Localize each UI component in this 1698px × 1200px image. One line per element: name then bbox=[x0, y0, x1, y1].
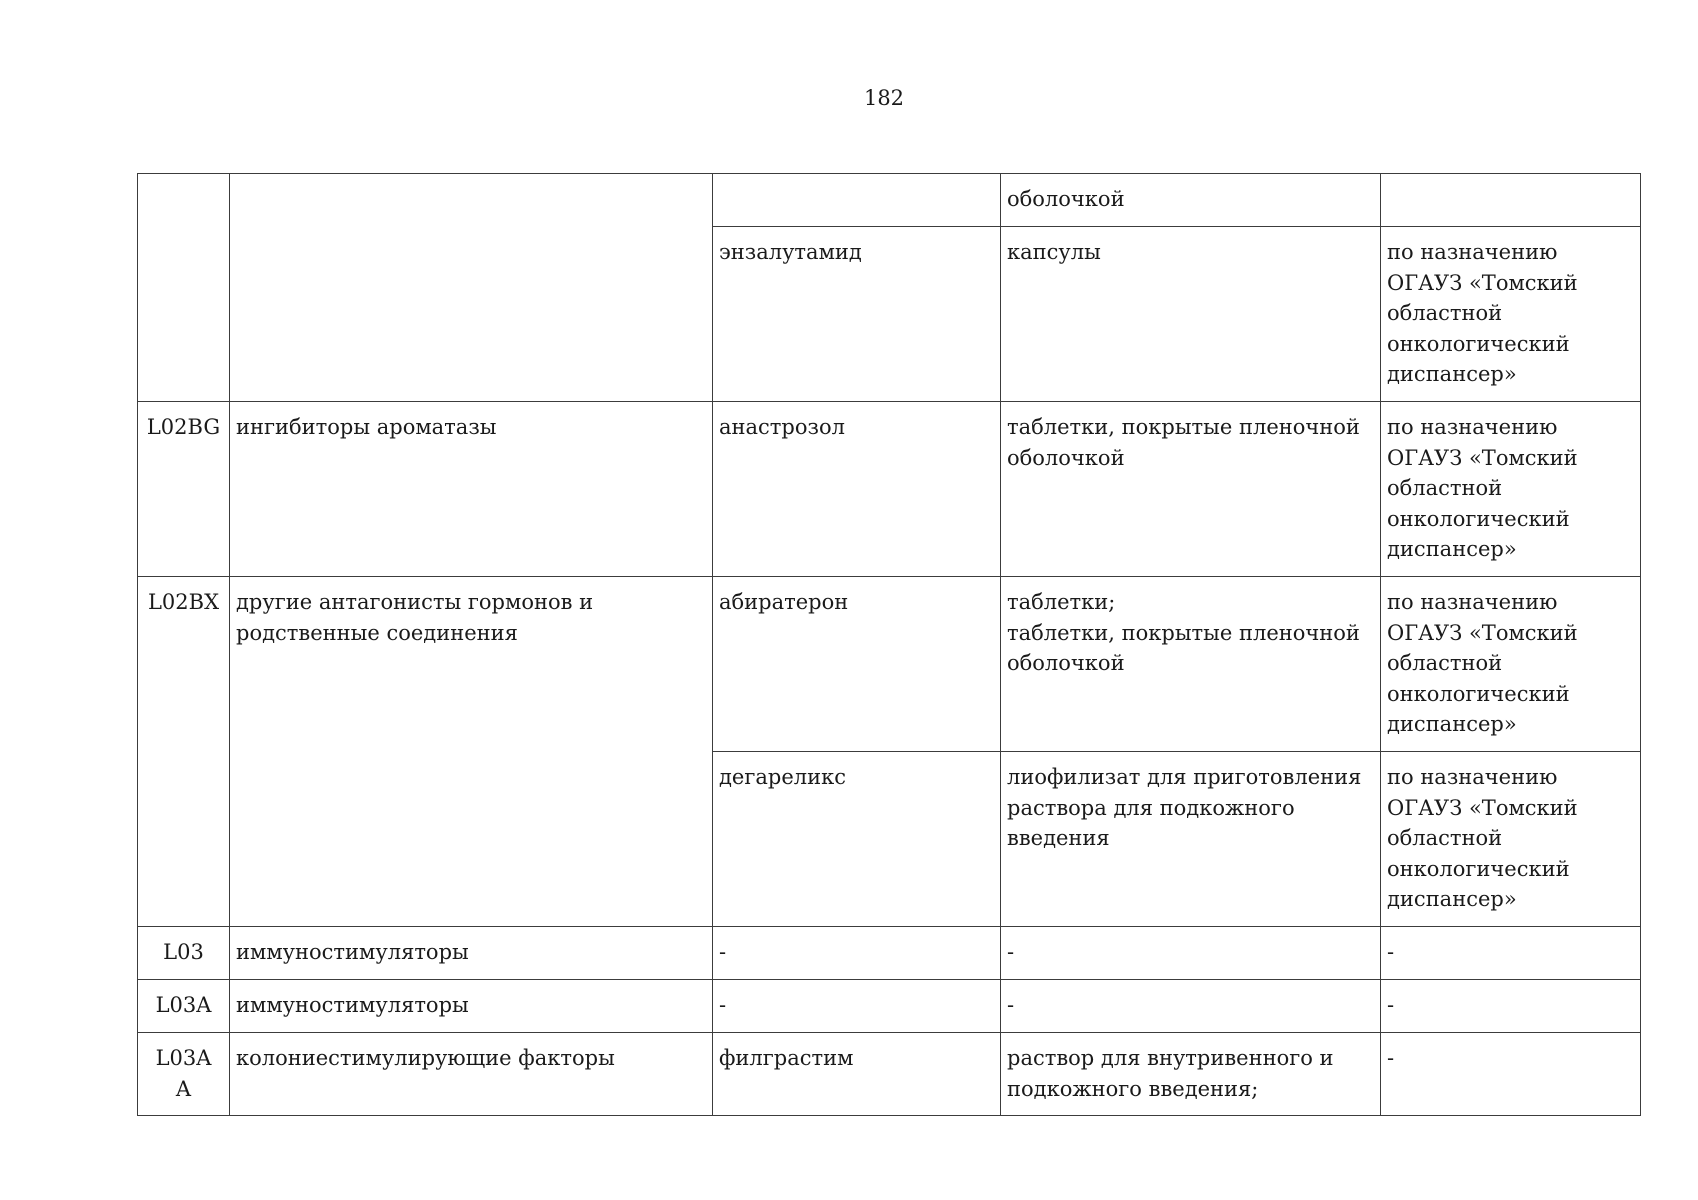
conditions-cell: - bbox=[1381, 927, 1641, 980]
conditions-cell: по назначению ОГАУЗ «Томский областной онкологический диспансер» bbox=[1381, 402, 1641, 577]
conditions-cell: - bbox=[1381, 1033, 1641, 1116]
conditions-cell: - bbox=[1381, 980, 1641, 1033]
table-row bbox=[138, 927, 1641, 980]
drug-table bbox=[137, 173, 1641, 1116]
conditions-cell: по назначению ОГАУЗ «Томский областной онкологический диспансер» bbox=[1381, 227, 1641, 402]
drug-cell: дегареликс bbox=[713, 752, 1001, 927]
drug-cell: - bbox=[713, 927, 1001, 980]
drug-cell: филграстим bbox=[713, 1033, 1001, 1116]
table-row bbox=[138, 980, 1641, 1033]
atc-code-cell bbox=[138, 174, 230, 402]
group-cell: иммуностимуляторы bbox=[230, 927, 713, 980]
atc-code-cell: L03A A bbox=[138, 1033, 230, 1116]
table-row bbox=[138, 1033, 1641, 1116]
conditions-cell bbox=[1381, 174, 1641, 227]
group-cell: другие антагонисты гормонов и родственные соединения bbox=[230, 577, 713, 927]
atc-code-cell: L02BG bbox=[138, 402, 230, 577]
drug-cell: анастрозол bbox=[713, 402, 1001, 577]
drug-cell: энзалутамид bbox=[713, 227, 1001, 402]
form-cell: - bbox=[1001, 927, 1381, 980]
form-cell: оболочкой bbox=[1001, 174, 1381, 227]
atc-code-cell: L03 bbox=[138, 927, 230, 980]
group-cell bbox=[230, 174, 713, 402]
form-cell: капсулы bbox=[1001, 227, 1381, 402]
table-row bbox=[138, 174, 1641, 227]
table-row bbox=[138, 402, 1641, 577]
group-cell: иммуностимуляторы bbox=[230, 980, 713, 1033]
atc-code-cell: L02BX bbox=[138, 577, 230, 927]
form-cell: раствор для внутривенного и подкожного введения; bbox=[1001, 1033, 1381, 1116]
group-cell: ингибиторы ароматазы bbox=[230, 402, 713, 577]
form-cell: таблетки, покрытые пленочной оболочкой bbox=[1001, 402, 1381, 577]
atc-code-cell: L03A bbox=[138, 980, 230, 1033]
drug-cell: абиратерон bbox=[713, 577, 1001, 752]
group-cell: колониестимулирующие факторы bbox=[230, 1033, 713, 1116]
form-cell: лиофилизат для приготовления раствора для подкожного введения bbox=[1001, 752, 1381, 927]
table-row bbox=[138, 577, 1641, 752]
page-number: 182 bbox=[863, 86, 905, 110]
drug-cell: - bbox=[713, 980, 1001, 1033]
form-cell: - bbox=[1001, 980, 1381, 1033]
drug-cell bbox=[713, 174, 1001, 227]
conditions-cell: по назначению ОГАУЗ «Томский областной онкологический диспансер» bbox=[1381, 577, 1641, 752]
conditions-cell: по назначению ОГАУЗ «Томский областной онкологический диспансер» bbox=[1381, 752, 1641, 927]
form-cell: таблетки; таблетки, покрытые пленочной оболочкой bbox=[1001, 577, 1381, 752]
